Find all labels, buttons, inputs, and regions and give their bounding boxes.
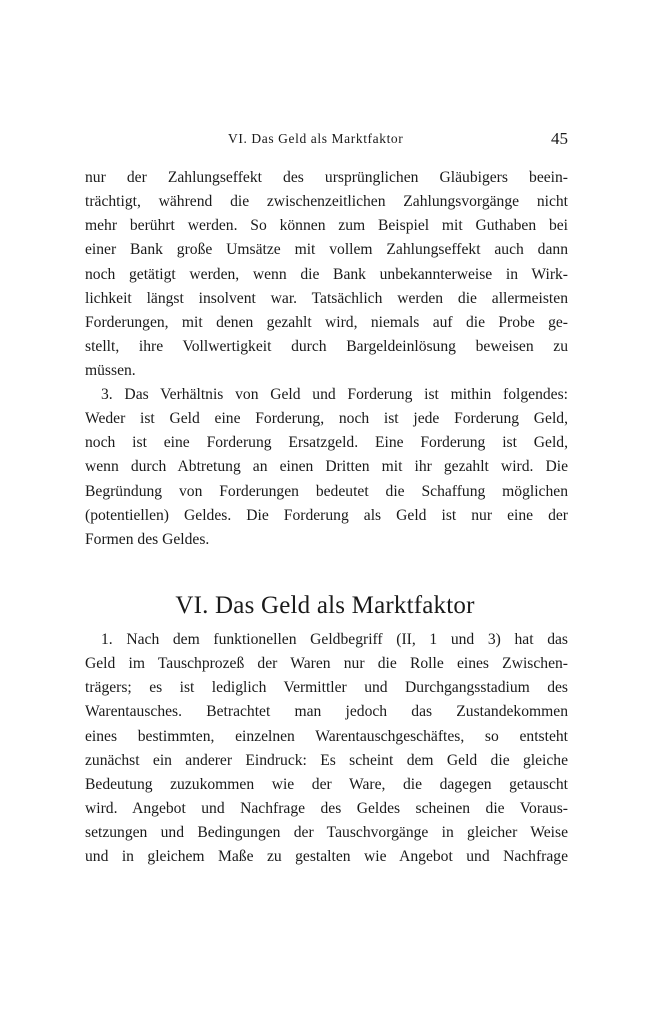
text-line: wenn durch Abtretung an einen Dritten mit ihr gezahlt wird. Die (85, 458, 568, 476)
text-line: mehr berührt werden. So können zum Beispiel mit Guthaben bei (85, 217, 568, 235)
text-line: zunächst ein anderer Eindruck: Es scheint dem Geld die gleiche (85, 751, 568, 769)
running-title: VI. Das Geld als Marktfaktor (228, 131, 404, 146)
page-number: 45 (551, 129, 568, 148)
text-line: setzungen und Bedingungen der Tauschvorgänge in gleicher Weise (85, 824, 568, 842)
text-line: (potentiellen) Geldes. Die Forderung als Geld ist nur eine der (85, 506, 568, 524)
text-line: eines bestimmten, einzelnen Warentauschgeschäftes, so entsteht (85, 727, 568, 745)
paragraph-3 (85, 383, 568, 552)
text-line: 3. Das Verhältnis von Geld und Forderung ist mithin folgendes: (101, 386, 568, 403)
text-line: einer Bank große Umsätze mit vollem Zahlungseffekt auch dann (85, 241, 568, 259)
running-header (0, 131, 650, 155)
text-line: und in gleichem Maße zu gestalten wie Angebot und Nachfrage (85, 848, 568, 866)
text-line: Geld im Tauschprozeß der Waren nur die Rolle eines Zwischen- (85, 655, 568, 673)
text-line: Forderungen, mit denen gezahlt wird, niemals auf die Probe ge- (85, 313, 568, 331)
section-heading: VI. Das Geld als Marktfaktor (175, 592, 475, 619)
paragraph-1 (85, 628, 568, 869)
text-line: trägers; es ist lediglich Vermittler und Durchgangsstadium des (85, 679, 568, 697)
text-line: 1. Nach dem funktionellen Geldbegriff (II, 1 und 3) hat das (101, 631, 568, 648)
paragraph-continuation (85, 166, 568, 383)
text-line: Weder ist Geld eine Forderung, noch ist jede Forderung Geld, (85, 410, 568, 428)
text-line: wird. Angebot und Nachfrage des Geldes scheinen die Voraus- (85, 799, 568, 817)
text-line: Bedeutung zuzukommen wie der Ware, die dagegen getauscht (85, 775, 568, 793)
text-line: stellt, ihre Vollwertigkeit durch Bargeldeinlösung beweisen zu (85, 337, 568, 355)
text-line: noch getätigt werden, wenn die Bank unbekannterweise in Wirk- (85, 265, 568, 283)
text-line: Begründung von Forderungen bedeutet die Schaffung möglichen (85, 482, 568, 500)
text-line: trächtigt, während die zwischenzeitlichen Zahlungsvorgänge nicht (85, 193, 568, 211)
text-line: müssen. (85, 362, 136, 380)
text-line: nur der Zahlungseffekt des ursprünglichen Gläubigers beein- (85, 169, 568, 186)
text-line: Formen des Geldes. (85, 530, 210, 548)
text-line: lichkeit längst insolvent war. Tatsächlich werden die allermeisten (85, 289, 568, 307)
text-line: Warentausches. Betrachtet man jedoch das Zustandekommen (85, 703, 568, 721)
text-line: noch ist eine Forderung Ersatzgeld. Eine Forderung ist Geld, (85, 434, 568, 452)
